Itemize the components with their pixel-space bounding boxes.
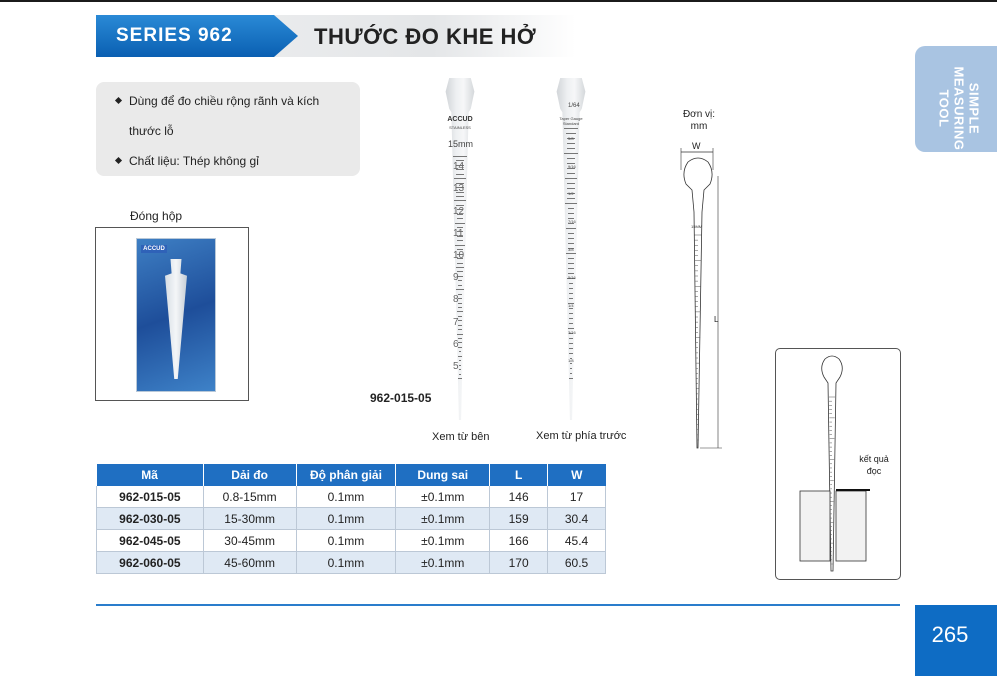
gauge-brand: ACCUD: [447, 116, 473, 123]
cell-resolution: 0.1mm: [296, 486, 396, 508]
scale-tick: [458, 378, 461, 379]
column-header-length: L: [490, 464, 548, 486]
description-box: [96, 82, 360, 176]
scale-tick: [458, 329, 462, 330]
scale-tick: [569, 378, 572, 379]
table-row: [97, 530, 606, 552]
section-tab-line1: SIMPLE: [966, 82, 982, 135]
cell-tolerance: ±0.1mm: [396, 530, 490, 552]
front-view-caption: Xem từ phía trước: [536, 430, 627, 442]
reading-label-line2: đọc: [866, 466, 882, 476]
scale-tick: [567, 198, 574, 199]
scale-tick: [569, 283, 574, 284]
cell-code: 962-060-05: [97, 552, 204, 574]
scale-tick: [569, 348, 572, 349]
column-header-tolerance: Dung sai: [396, 464, 490, 486]
bullet-icon: [115, 157, 122, 164]
scale-tick: [567, 173, 575, 174]
scale-tick: [569, 318, 573, 319]
scale-tick: [569, 293, 574, 294]
scale-tick: [457, 311, 463, 312]
bullet-icon: [115, 97, 122, 104]
scale-tick: [569, 298, 573, 299]
scale-tick: [457, 218, 464, 219]
packed-gauge: [165, 259, 187, 379]
scale-tick: [459, 351, 462, 352]
scale-tick: [570, 373, 572, 374]
scale-tick: [570, 363, 573, 364]
gauge-side-view: [442, 78, 478, 420]
reading-label: [852, 453, 896, 477]
column-header-resolution: Độ phân giải: [296, 464, 396, 486]
scale-label: 3/8: [568, 247, 574, 252]
cell-length: 170: [490, 552, 548, 574]
scale-tick: [568, 263, 573, 264]
cell-range: 30-45mm: [203, 530, 296, 552]
scale-tick: [455, 245, 464, 246]
reading-label-line1: kết quả: [859, 454, 889, 464]
description-item-continued: thước lỗ: [129, 124, 174, 138]
scale-tick: [569, 313, 573, 314]
section-tab-line2: MEASURING TOOL: [936, 66, 967, 151]
cell-tolerance: ±0.1mm: [396, 486, 490, 508]
cell-width: 30.4: [548, 508, 606, 530]
scale-tick: [565, 203, 576, 204]
scale-tick: [457, 334, 462, 335]
scale-tick: [456, 267, 464, 268]
dimension-drawing: [670, 140, 730, 455]
packaging-image: [95, 227, 249, 401]
scale-label: 14: [453, 161, 465, 173]
scale-tick: [568, 213, 575, 214]
scale-tick: [456, 174, 464, 175]
scale-label: 5/8: [568, 135, 574, 141]
scale-label: 5: [453, 360, 459, 372]
packaging-label: Đóng hộp: [130, 209, 183, 223]
width-label: W: [692, 141, 701, 151]
spec-table: [96, 464, 606, 574]
scale-tick: [569, 338, 572, 339]
scale-tick: [569, 288, 574, 289]
scale-tick: [568, 328, 574, 329]
scale-label: 1/4: [568, 302, 574, 308]
scale-tick: [454, 200, 465, 201]
scale-tick: [455, 223, 465, 224]
scale-tick: [454, 178, 466, 179]
table-row: [97, 486, 606, 508]
scale-label: 7: [453, 316, 459, 328]
scale-tick: [568, 238, 574, 239]
description-item: Chất liệu: Thép không gỉ: [116, 154, 259, 168]
cell-length: 166: [490, 530, 548, 552]
scale-tick: [456, 289, 463, 290]
scale-tick: [569, 308, 573, 309]
scale-tick: [459, 360, 462, 361]
page-number: 265: [931, 622, 969, 647]
scale-tick: [566, 228, 576, 229]
scale-label: 3/16: [568, 330, 576, 336]
series-label: SERIES 962: [116, 25, 233, 46]
scale-tick: [453, 156, 466, 157]
cell-length: 159: [490, 508, 548, 530]
top-rule: [0, 0, 997, 2]
cell-range: 15-30mm: [203, 508, 296, 530]
scale-tick: [569, 323, 573, 324]
blister-pack: [136, 238, 216, 392]
column-header-code: Mã: [97, 464, 204, 486]
unit-label: [679, 109, 719, 133]
cell-resolution: 0.1mm: [296, 508, 396, 530]
gauge-fraction-top: 1/64: [568, 103, 580, 109]
cell-width: 45.4: [548, 530, 606, 552]
workpiece-right: [836, 491, 866, 561]
cell-resolution: 0.1mm: [296, 530, 396, 552]
scale-tick: [564, 128, 579, 129]
cell-range: 45-60mm: [203, 552, 296, 574]
table-header-row: [97, 464, 606, 486]
cell-code: 962-045-05: [97, 530, 204, 552]
scale-label: 10: [453, 249, 465, 261]
gauge-outline: [684, 158, 712, 448]
scale-tick: [570, 368, 572, 369]
scale-tick: [568, 243, 574, 244]
cell-resolution: 0.1mm: [296, 552, 396, 574]
scale-tick: [459, 369, 461, 370]
scale-label: 1/8: [568, 358, 574, 364]
scale-tick: [568, 268, 573, 269]
gauge-material: STAINLESS: [449, 125, 471, 130]
scale-label: 6: [453, 338, 459, 350]
scale-tick: [457, 263, 462, 264]
scale-tick: [458, 356, 462, 357]
section-tab-label: [937, 59, 982, 159]
gauge-outline-mark: 15MM: [691, 224, 703, 229]
scale-tick: [457, 240, 463, 241]
model-label: 962-015-05: [370, 391, 432, 405]
scale-label: 13: [453, 183, 465, 195]
scale-tick: [566, 133, 575, 134]
length-label: L: [714, 315, 719, 324]
scale-tick: [459, 374, 461, 375]
scale-label: 1/2: [568, 191, 574, 197]
scale-label: 11: [453, 227, 464, 239]
scale-tick: [569, 343, 572, 344]
gauge-front-view: [553, 78, 589, 420]
usage-illustration: [775, 348, 901, 580]
table-row: [97, 552, 606, 574]
scale-tick: [459, 365, 462, 366]
cell-tolerance: ±0.1mm: [396, 508, 490, 530]
table-row: [97, 508, 606, 530]
cell-range: 0.8-15mm: [203, 486, 296, 508]
scale-tick: [567, 158, 575, 159]
scale-tick: [568, 258, 574, 259]
scale-tick: [564, 153, 578, 154]
section-tab: [915, 46, 997, 152]
cell-width: 60.5: [548, 552, 606, 574]
scale-tick: [567, 183, 575, 184]
scale-tick: [567, 148, 576, 149]
scale-tick: [458, 285, 463, 286]
gauge-standard-text: Taper Gauge Standard: [559, 116, 583, 126]
scale-label: 9/16: [568, 163, 576, 169]
scale-tick: [458, 307, 462, 308]
cell-code: 962-030-05: [97, 508, 204, 530]
scale-tick: [566, 253, 575, 254]
scale-tick: [456, 196, 463, 197]
scale-label: 8: [453, 294, 459, 306]
cell-length: 146: [490, 486, 548, 508]
scale-label: 5/16: [568, 274, 576, 280]
scale-tick: [568, 208, 575, 209]
pack-logo: ACCUD: [141, 245, 167, 253]
description-item: Dùng để đo chiều rộng rãnh và kích: [116, 94, 319, 108]
scale-label: 7/16: [568, 219, 576, 225]
side-view-caption: Xem từ bên: [432, 431, 490, 443]
scale-tick: [567, 188, 575, 189]
scale-label: 12: [453, 205, 465, 217]
column-header-range: Dải đo: [203, 464, 296, 486]
scale-label: 9: [453, 272, 459, 284]
scale-tick: [567, 143, 576, 144]
scale-tick: [565, 178, 577, 179]
workpiece-left: [800, 491, 830, 561]
column-header-width: W: [548, 464, 606, 486]
gauge-unit-mark: 15mm: [448, 139, 474, 149]
page-title: THƯỚC ĐO KHE HỞ: [314, 24, 537, 49]
scale-tick: [568, 233, 574, 234]
unit-label-text: Đơn vị:: [682, 109, 716, 120]
cell-width: 17: [548, 486, 606, 508]
scale-tick: [569, 353, 574, 354]
cell-tolerance: ±0.1mm: [396, 552, 490, 574]
footer-rule: [96, 604, 900, 606]
cell-code: 962-015-05: [97, 486, 204, 508]
unit-value: mm: [690, 121, 708, 132]
